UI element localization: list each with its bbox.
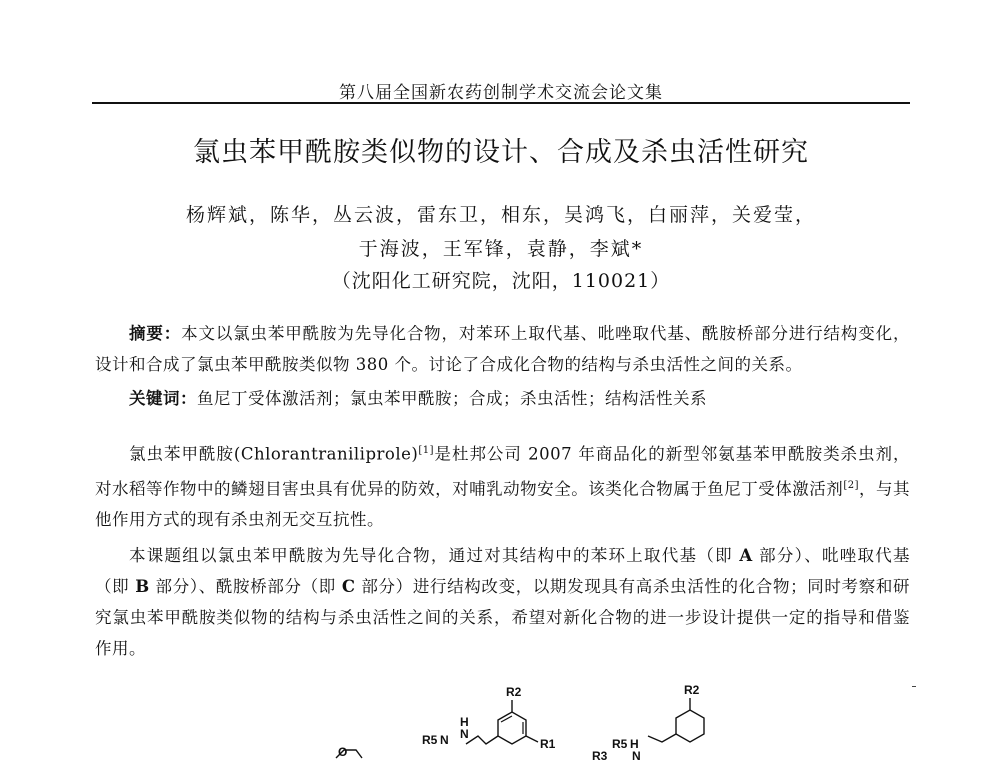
body-paragraph-2 <box>95 540 910 664</box>
part-c-label: C <box>341 577 356 596</box>
p1-part3: ，与其他作用方式的现有杀虫剂无交互抗性。 <box>95 479 911 529</box>
right-chain <box>648 734 676 742</box>
label-n-3: N <box>632 749 641 760</box>
keywords <box>95 383 910 414</box>
keywords-label: 关键词： <box>129 389 197 408</box>
label-h-2: H <box>630 737 639 751</box>
label-r3: R3 <box>592 749 608 760</box>
p2-part3: 部分）、酰胺桥部分（即 <box>149 577 342 596</box>
part-a-label: A <box>739 546 753 565</box>
citation-2: [2] <box>843 479 859 491</box>
p1-part2: 是杜邦公司 2007 年商品化的新型邻氨基苯甲酰胺类杀虫剂，对水稻等作物中的鳞翅目害虫具有优异的防效，对哺乳动物安全。该类化合物属于鱼尼丁受体激活剂 <box>95 444 910 498</box>
label-r5: R5 <box>422 733 438 747</box>
atom-o: O <box>338 745 348 759</box>
chemical-structure-figure <box>300 680 740 760</box>
label-n-2: N <box>440 733 449 747</box>
hydrazide-bond <box>466 736 498 744</box>
p1-part1: 氯虫苯甲酰胺(Chlorantraniliprole) <box>129 444 419 464</box>
abstract-text: 本文以氯虫苯甲酰胺为先导化合物，对苯环上取代基、吡唑取代基、酰胺桥部分进行结构变化，设计和合成了氯虫苯甲酰胺类似物 380 个。讨论了合成化合物的结构与杀虫活性之间的关系。 <box>95 324 911 374</box>
benzene-ring-2 <box>676 710 704 742</box>
citation-1: [1] <box>418 445 434 456</box>
margin-mark <box>912 686 916 687</box>
label-r2-right: R2 <box>684 683 700 697</box>
label-r1: R1 <box>540 737 556 751</box>
label-h-1: H <box>460 715 469 729</box>
paper-title: 氯虫苯甲酰胺类似物的设计、合成及杀虫活性研究 <box>193 137 809 168</box>
r1-bond <box>526 736 538 742</box>
p2-part1: 本课题组以氯虫苯甲酰胺为先导化合物，通过对其结构中的苯环上取代基（即 <box>129 546 740 565</box>
label-r5-right: R5 <box>612 737 628 751</box>
p2-part2: 部分）、吡唑取代基（即 <box>95 546 910 596</box>
abstract <box>95 318 910 380</box>
part-b-label: B <box>135 577 150 596</box>
running-header: 第八届全国新农药创制学术交流会论文集 <box>339 83 663 103</box>
benzene-ring-1 <box>498 712 526 744</box>
p2-part4: 部分）进行结构改变，以期发现具有高杀虫活性的化合物；同时考察和研究氯虫苯甲酰胺类似物的结构与杀虫活性之间的关系，希望对新化合物的进一步设计提供一定的指导和借鉴作用。 <box>95 577 911 658</box>
benzene-ring-1-inner <box>501 716 523 734</box>
header-rule <box>92 102 910 104</box>
keywords-text: 鱼尼丁受体激活剂；氯虫苯甲酰胺；合成；杀虫活性；结构活性关系 <box>197 389 707 408</box>
abstract-label: 摘要： <box>129 324 182 343</box>
body-paragraph-1 <box>95 435 910 535</box>
authors-line-1: 杨辉斌，陈华，丛云波，雷东卫，相东，吴鸿飞，白丽萍，关爱莹， <box>185 204 816 226</box>
affiliation: （沈阳化工研究院，沈阳，110021） <box>331 270 671 292</box>
authors-line-2: 于海波，王军锋，袁静，李斌* <box>358 238 644 260</box>
label-n-1: N <box>460 727 469 741</box>
label-r2-top: R2 <box>506 685 522 699</box>
